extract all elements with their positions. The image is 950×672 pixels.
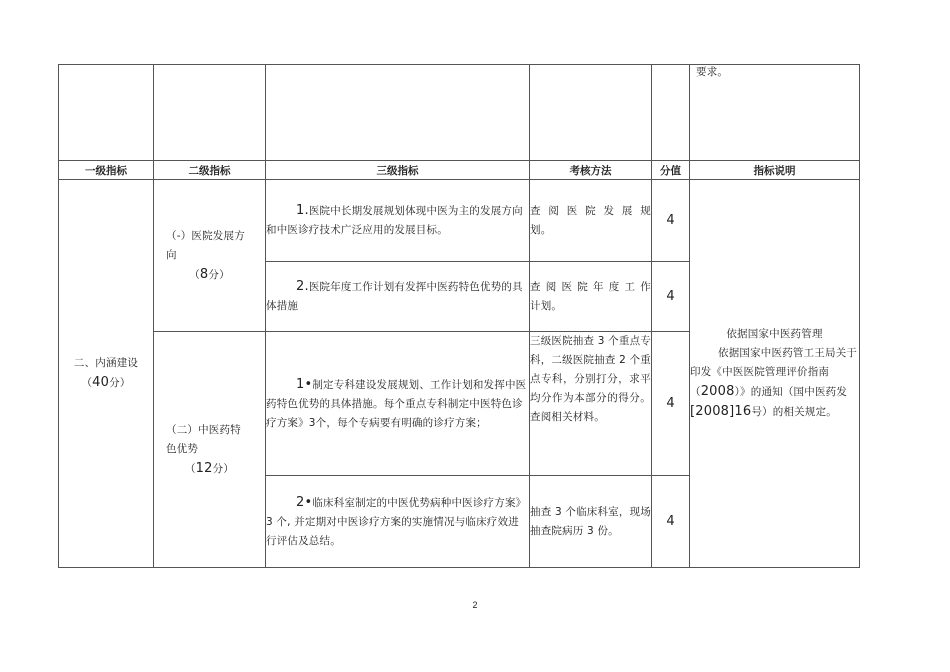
g2-item1-text: 1•制定专科建设发展规划、工作计划和发挥中医药特色优势的具体措施。每个重点专科制定中医特色诊疗方案》3个，每个专病要有明确的诊疗方案； (266, 332, 530, 476)
g1-item2-score: 4 (652, 262, 690, 332)
header-row (59, 161, 860, 180)
cont-cell-3 (266, 65, 530, 161)
header-method: 考核方法 (530, 161, 652, 180)
g2-item2-score: 4 (652, 476, 690, 568)
page-number: 2 (472, 600, 478, 610)
table-row (59, 180, 860, 262)
description-body: 依据国家中医药管工王局关于印发《中医医院管理评价指南（2008）》的通知（国中医药发[2008]16号）的相关规定。 (690, 347, 858, 419)
group1-cell (154, 180, 266, 332)
top-note: 要求。 (696, 66, 729, 78)
g1-item1-method: 查阅医院发展规 划。 (530, 180, 652, 262)
group1-label: （-）医院发展方 向 (166, 229, 245, 261)
header-level3: 三级指标 (266, 161, 530, 180)
cont-cell-1 (59, 65, 154, 161)
evaluation-table (58, 64, 860, 568)
g2-item2-method: 抽查 3 个临床科室，现场抽查院病历 3 份。 (530, 476, 652, 568)
cont-cell-2 (154, 65, 266, 161)
group2-label: （二）中医药特 色优势 (166, 423, 241, 455)
description-cell (690, 180, 860, 568)
cont-cell-5 (652, 65, 690, 161)
header-score: 分值 (652, 161, 690, 180)
g2-item1-score: 4 (652, 332, 690, 476)
g1-item2-text: 2.医院年度工作计划有发挥中医药特色优势的具体措施 (266, 262, 530, 332)
g2-item1-method: 三级医院抽查 3 个重点专科，二级医院抽查 2 个重点专科，分别打分，求平均分作为本部分的得分。查阅相关材料。 (530, 332, 652, 476)
g1-item2-method: 查阅医院年度工作 计划。 (530, 262, 652, 332)
level1-label: 二、内涵建设 (73, 357, 139, 369)
cont-cell-4 (530, 65, 652, 161)
header-level1: 一级指标 (59, 161, 154, 180)
group2-points-line: （12分） (184, 460, 235, 476)
cont-cell-6 (690, 65, 860, 161)
level1-cell (59, 180, 154, 568)
group2-cell (154, 332, 266, 568)
group1-points-line: （8分） (189, 266, 230, 282)
level1-points-line: （40分） (81, 375, 131, 390)
continuation-row (59, 65, 860, 161)
description-line1: 依据国家中医药管理 (726, 328, 823, 340)
header-description: 指标说明 (690, 161, 860, 180)
g2-item2-text: 2•临床科室制定的中医优势病种中医诊疗方案》3 个, 并定期对中医诊疗方案的实施情况与临床疗效进行评估及总结。 (266, 476, 530, 568)
g1-item1-score: 4 (652, 180, 690, 262)
g1-item1-text: 1.医院中长期发展规划体现中医为主的发展方向和中医诊疗技术广泛应用的发展目标。 (266, 180, 530, 262)
header-level2: 二级指标 (154, 161, 266, 180)
